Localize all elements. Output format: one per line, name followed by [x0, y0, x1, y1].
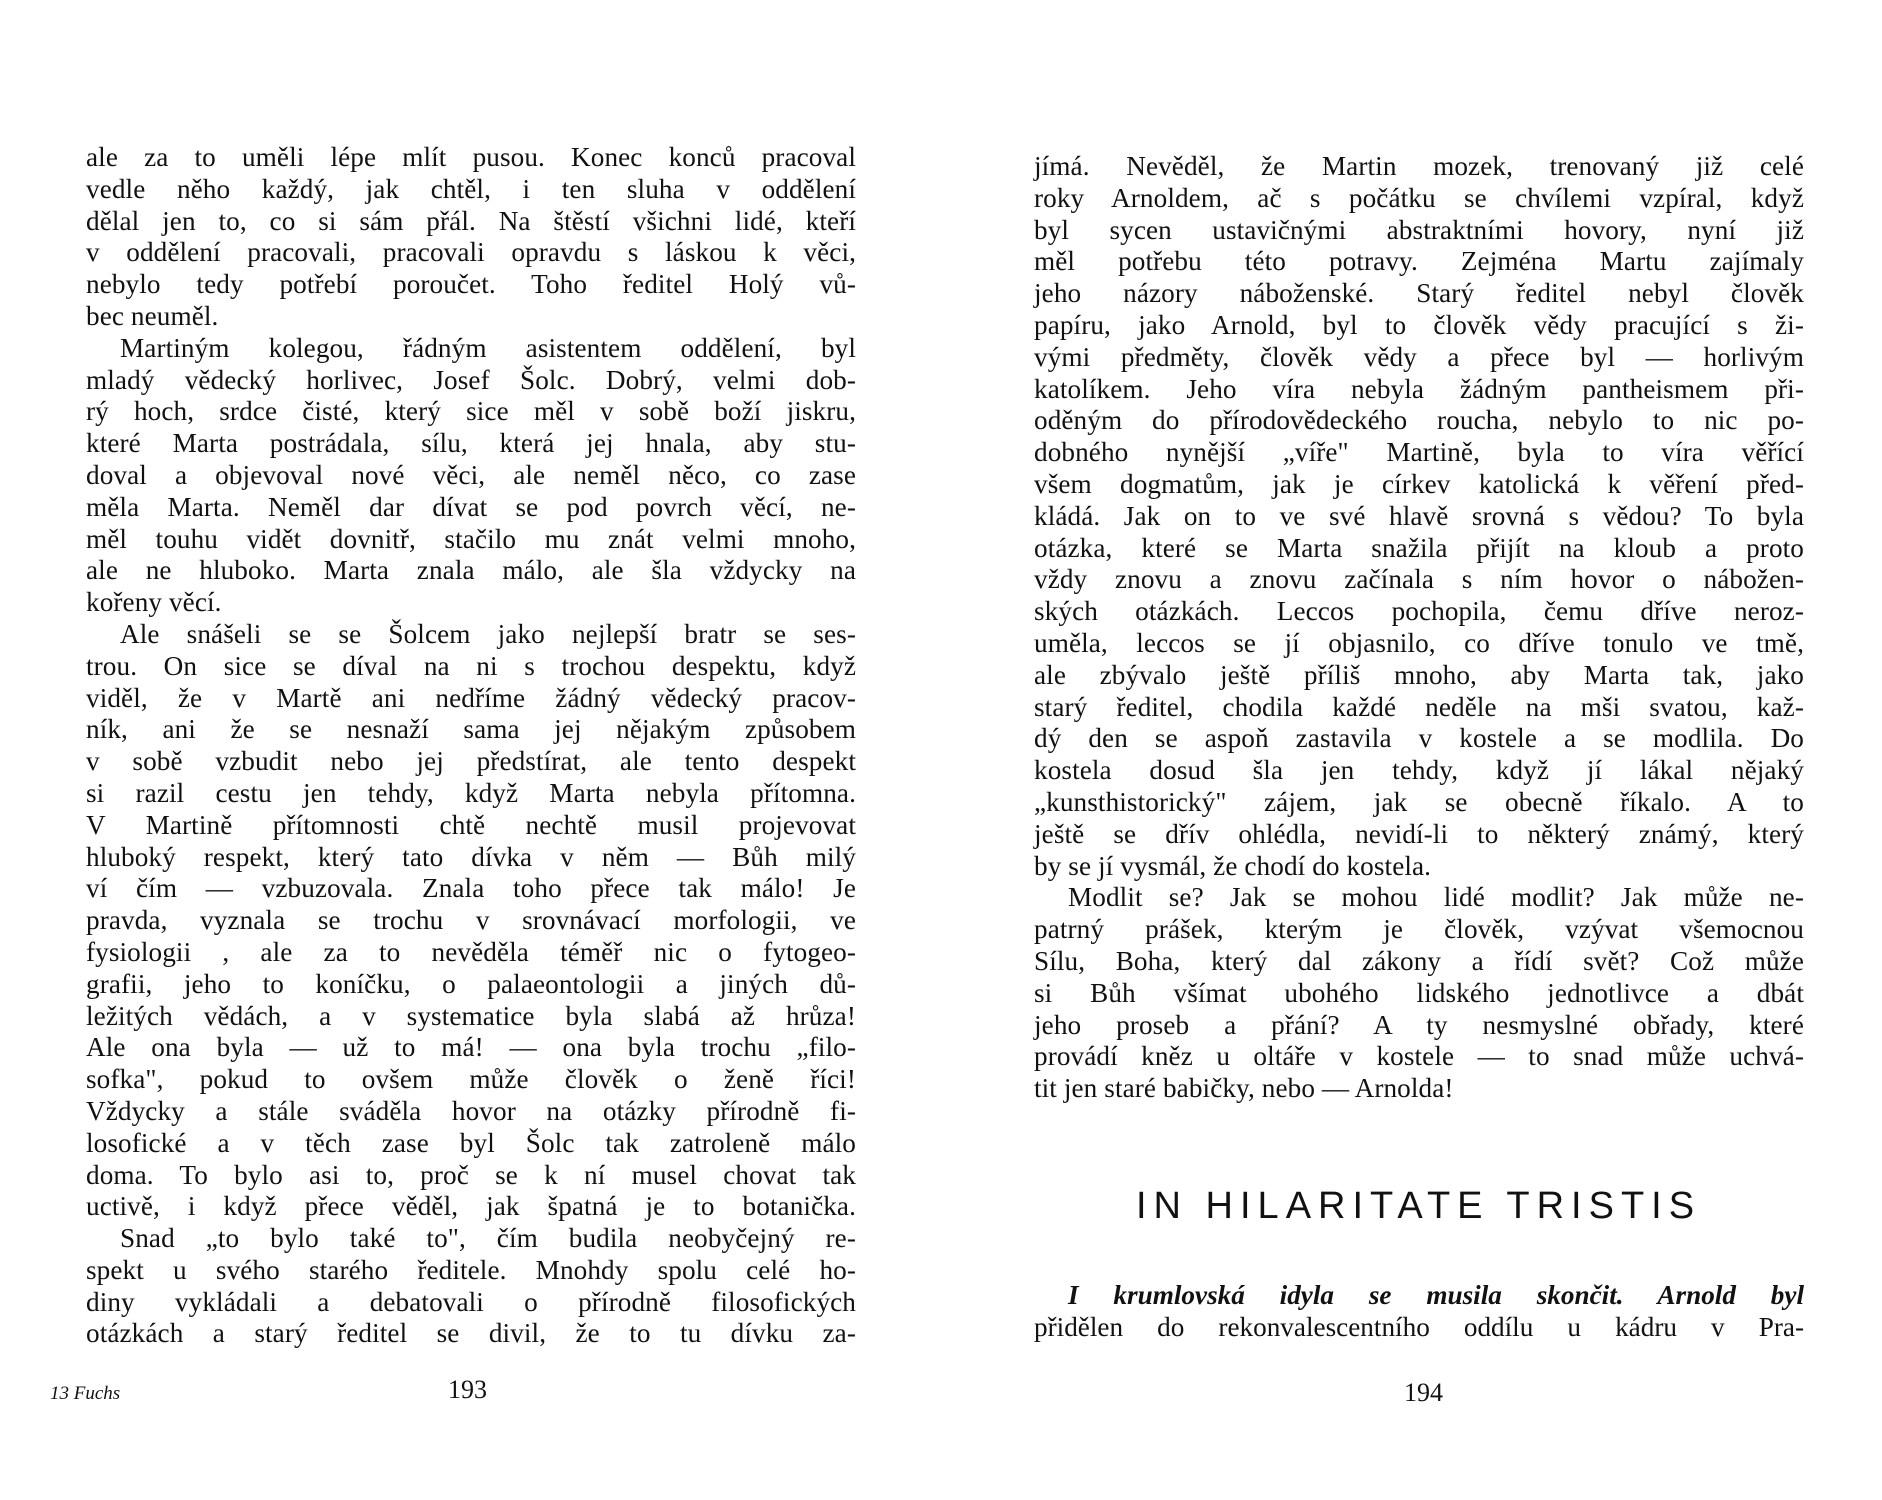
text-line: ale ne hluboko. Marta znala málo, ale šla vždycky na — [86, 555, 856, 586]
chapter-opening-text — [1034, 1280, 1804, 1344]
text-line: dý den se aspoň zastavila v kostele a se modlila. Do — [1034, 723, 1804, 754]
text-line: ských otázkách. Leccos pochopila, čemu dříve neroz- — [1034, 596, 1804, 627]
text-line: fysiologii , ale za to nevěděla téměř nic o fytogeo- — [86, 936, 856, 967]
text-line: dělal jen to, co si sám přál. Na štěstí všichni lidé, kteří — [86, 205, 856, 236]
text-line: Ale snášeli se se Šolcem jako nejlepší bratr se ses- — [120, 618, 856, 649]
text-line: mladý vědecký horlivec, Josef Šolc. Dobrý, velmi dob- — [86, 364, 856, 395]
page-number-left: 193 — [448, 1375, 487, 1404]
text-line: katolíkem. Jeho víra nebyla žádným pantheismem při- — [1034, 373, 1804, 404]
text-line: otázka, které se Marta snažila přijít na kloub a proto — [1034, 532, 1804, 563]
text-line: Sílu, Boha, který dal zákony a řídí svět? Což může — [1034, 945, 1804, 976]
text-line: Ale ona byla — už to má! — ona byla trochu „filo- — [86, 1032, 856, 1063]
text-line: vedle něho každý, jak chtěl, i ten sluha v oddělení — [86, 173, 856, 204]
text-line: pravda, vyznala se trochu v srovnávací morfologii, ve — [86, 905, 856, 936]
text-line: uctivě, i když přece věděl, jak špatná je to botanička. — [86, 1191, 856, 1222]
text-line: ví čím — vzbuzovala. Znala toho přece tak málo! Je — [86, 873, 856, 904]
text-line: Vždycky a stále sváděla hovor na otázky přírodně fi- — [86, 1095, 856, 1126]
text-line: otázkách a starý ředitel se divil, že to tu dívku za- — [86, 1318, 856, 1349]
text-line: grafii, jeho to koníčku, o palaeontologii a jiných dů- — [86, 968, 856, 999]
text-line: rý hoch, srdce čisté, který sice měl v sobě boží jiskru, — [86, 396, 856, 427]
chapter-heading: IN HILARITATE TRISTIS — [1136, 1185, 1702, 1227]
text-line: všem dogmatům, jak je církev katolická k věření před- — [1034, 468, 1804, 499]
page-number-right: 194 — [1404, 1378, 1443, 1407]
text-line: nebylo tedy potřebí poroučet. Toho ředitel Holý vů- — [86, 269, 856, 300]
text-line: které Marta postrádala, sílu, která jej hnala, aby stu- — [86, 428, 856, 459]
text-line: patrný prášek, kterým je člověk, vzývat všemocnou — [1034, 914, 1804, 945]
text-line: provádí kněz u oltáře v kostele — to snad může uchvá- — [1034, 1041, 1804, 1072]
text-line: by se jí vysmál, že chodí do kostela. — [1034, 850, 1432, 881]
text-line: sofka", pokud to ovšem může člověk o ženě říci! — [86, 1064, 856, 1095]
text-line: Modlit se? Jak se mohou lidé modlit? Jak může ne- — [1068, 882, 1804, 913]
right-page — [941, 0, 1882, 1500]
text-line: hluboký respekt, který tato dívka v něm — Bůh milý — [86, 841, 856, 872]
text-line: uměla, leccos se jí objasnilo, co dříve tonulo ve tmě, — [1034, 627, 1804, 658]
text-line: oděným do přírodovědeckého roucha, nebylo to nic po- — [1034, 405, 1804, 436]
text-line: V Martině přítomnosti chtě nechtě musil projevovat — [86, 809, 856, 840]
text-line: si Bůh všímat ubohého lidského jednotlivce a dbát — [1034, 977, 1804, 1008]
text-line: Snad „to bylo také to", čím budila neobyčejný re- — [120, 1223, 856, 1254]
text-line: ležitých vědách, a v systematice byla slabá až hrůza! — [86, 1000, 856, 1031]
text-line: „kunsthistorický" zájem, jak se obecně říkalo. A to — [1034, 786, 1804, 817]
text-line: ale za to uměli lépe mlít pusou. Konec konců pracoval — [86, 142, 856, 172]
text-line: měl potřebu této potravy. Zejména Martu zajímaly — [1034, 246, 1804, 277]
text-line: jímá. Nevěděl, že Martin mozek, trenovaný již celé — [1034, 151, 1804, 181]
text-line: doval a objevoval nové věci, ale neměl něco, co zase — [86, 459, 856, 490]
text-line: si razil cestu jen tehdy, když Marta nebyla přítomna. — [86, 777, 856, 808]
text-line: diny vykládali a debatovali o přírodně filosofických — [86, 1286, 856, 1317]
text-line: spekt u svého starého ředitele. Mnohdy spolu celé ho- — [86, 1254, 856, 1285]
text-line: ještě se dřív ohlédla, nevidí-li to některý známý, který — [1034, 818, 1804, 849]
text-line: dobného nynější „víře" Martině, byla to víra věřící — [1034, 437, 1804, 468]
text-line: jeho názory náboženské. Starý ředitel nebyl člověk — [1034, 278, 1804, 309]
text-line: roky Arnoldem, ač s počátku se chvílemi vzpíral, když — [1034, 182, 1804, 213]
text-line: v oddělení pracovali, pracovali opravdu s láskou k věci, — [86, 237, 856, 268]
text-line: papíru, jako Arnold, byl to člověk vědy pracující s ži- — [1034, 309, 1804, 340]
text-line: losofické a v těch zase byl Šolc tak zatroleně málo — [86, 1127, 856, 1158]
right-page-text — [1034, 151, 1804, 1105]
text-line: kládá. Jak on to ve své hlavě srovná s vědou? To byla — [1034, 500, 1804, 531]
printer-signature-mark: 13 Fuchs — [50, 1383, 121, 1404]
text-line: ník, ani že se nesnaží sama jej nějakým způsobem — [86, 714, 856, 745]
left-page-text — [86, 142, 856, 1350]
text-line: vými předměty, člověk vědy a přece byl — horlivým — [1034, 341, 1804, 372]
text-line: trou. On sice se díval na ni s trochou despektu, když — [86, 650, 856, 681]
text-line: ale zbývalo ještě příliš mnoho, aby Marta tak, jako — [1034, 659, 1804, 690]
text-line: doma. To bylo asi to, proč se k ní musel chovat tak — [86, 1159, 856, 1190]
text-line: starý ředitel, chodila každé neděle na mši svatou, kaž- — [1034, 691, 1804, 722]
text-line: jeho proseb a přání? A ty nesmyslné obřady, které — [1034, 1009, 1804, 1040]
text-line: vždy znovu a znovu začínala s ním hovor o nábožen- — [1034, 564, 1804, 595]
text-line: přidělen do rekonvalescentního oddílu u kádru v Pra- — [1034, 1311, 1804, 1342]
text-line: Martiným kolegou, řádným asistentem oddělení, byl — [120, 332, 856, 363]
text-line: viděl, že v Martě ani nedříme žádný vědecký pracov- — [86, 682, 856, 713]
text-line: kostela dosud šla jen tehdy, když jí lákal nějaký — [1034, 755, 1804, 786]
text-line: byl sycen ustavičnými abstraktními hovory, nyní již — [1034, 214, 1804, 245]
text-line: kořeny věcí. — [86, 587, 222, 618]
text-line: tit jen staré babičky, nebo — Arnolda! — [1034, 1073, 1454, 1104]
text-line: bec neuměl. — [86, 300, 219, 331]
text-line: měla Marta. Neměl dar dívat se pod povrch věcí, ne- — [86, 491, 856, 522]
text-line: měl touhu vidět dovnitř, stačilo mu znát velmi mnoho, — [86, 523, 856, 554]
text-line: v sobě vzbudit nebo jej předstírat, ale tento despekt — [86, 746, 856, 777]
text-line: I krumlovská idyla se musila skončit. Arnold byl — [1068, 1280, 1804, 1310]
